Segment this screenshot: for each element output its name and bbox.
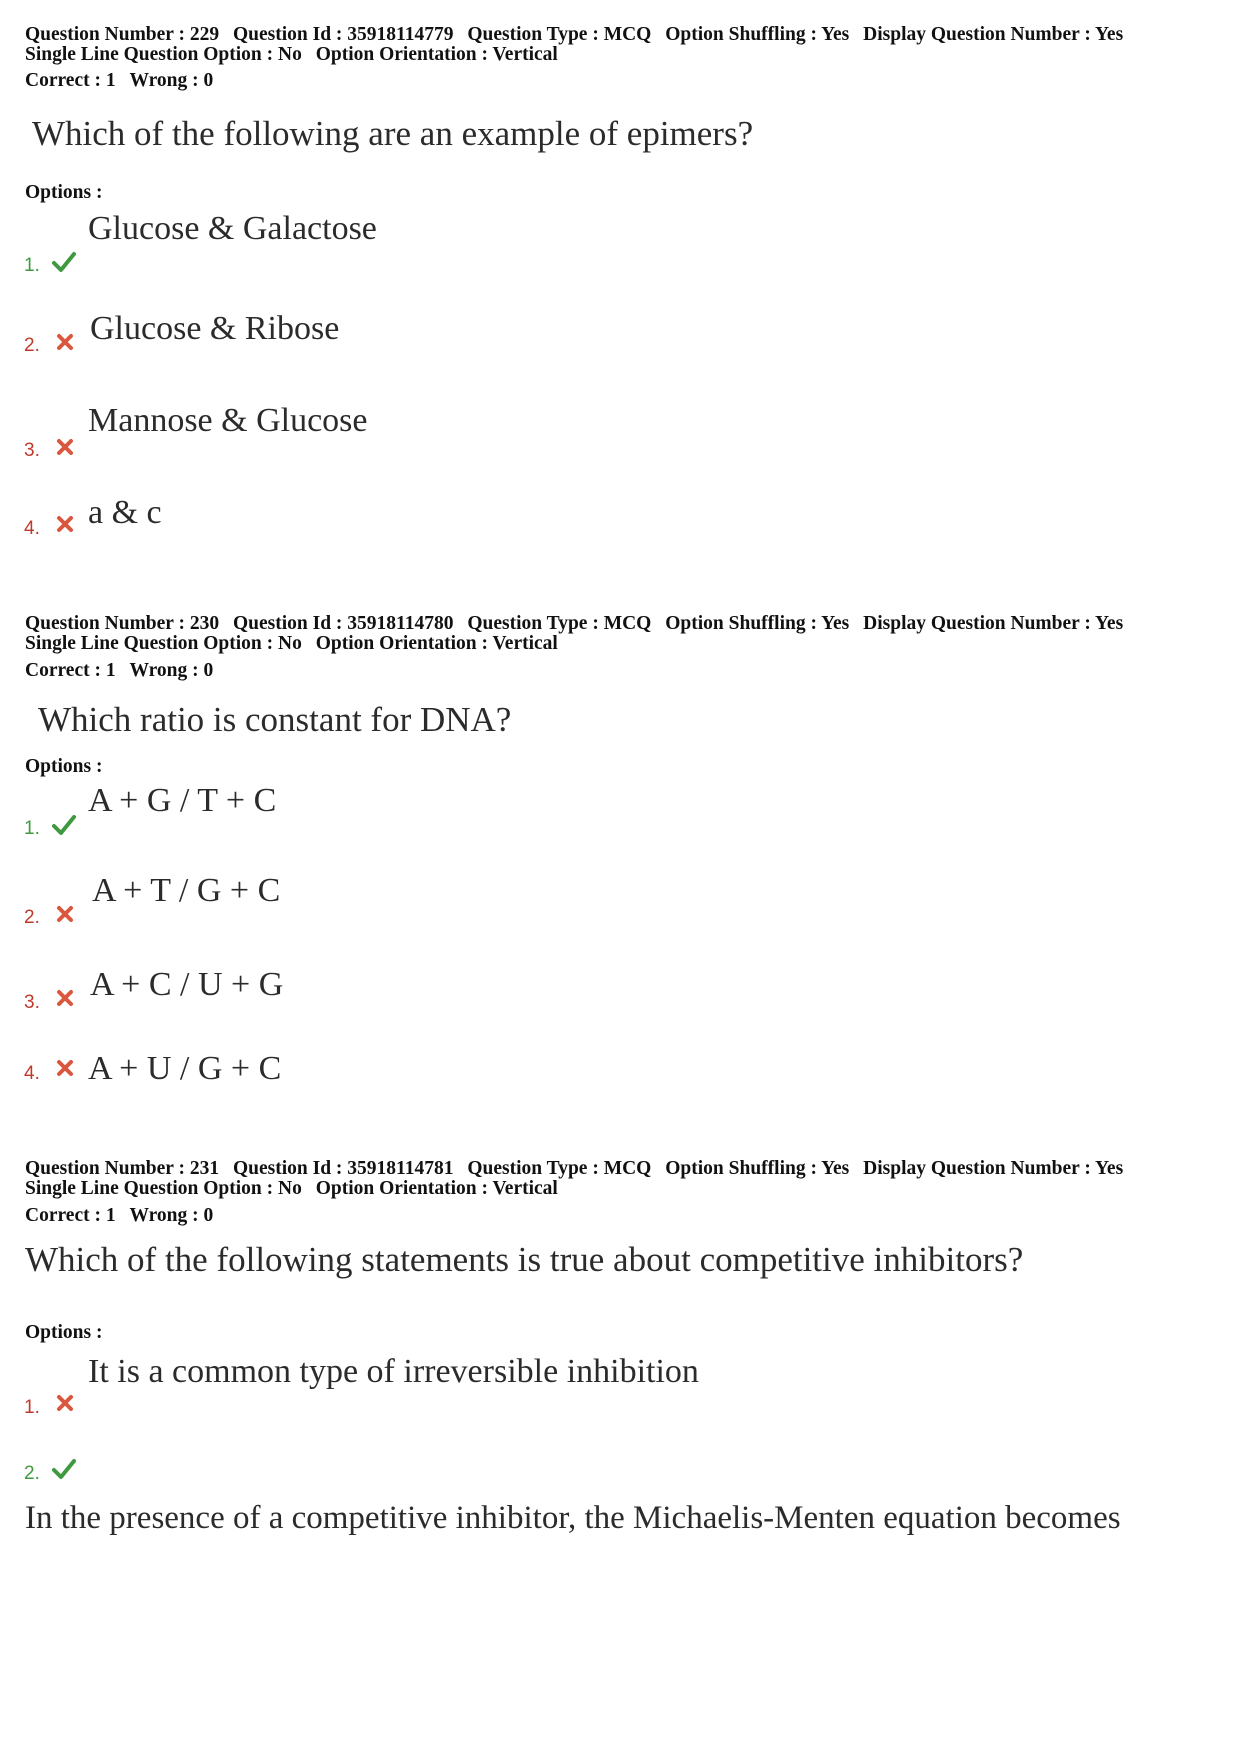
option-text: Mannose & Glucose xyxy=(88,402,368,439)
score-line xyxy=(25,70,213,91)
option-text: In the presence of a competitive inhibitor, the Michaelis-Menten equation becomes xyxy=(25,1500,1121,1536)
cross-mark-icon xyxy=(53,987,77,1009)
option-text: Glucose & Galactose xyxy=(88,210,377,247)
option-number: 3. xyxy=(24,992,40,1013)
question-text: Which ratio is constant for DNA? xyxy=(38,700,512,739)
question-number: Question Number : 231 xyxy=(25,1158,220,1179)
question-meta-line1 xyxy=(25,24,1123,45)
question-meta-line2 xyxy=(25,44,558,65)
option-text: Glucose & Ribose xyxy=(90,310,340,347)
single-line-option: Single Line Question Option : No xyxy=(25,1178,302,1199)
question-text: Which of the following are an example of epimers? xyxy=(32,114,754,153)
display-question-number: Display Question Number : Yes xyxy=(863,1158,1124,1179)
option-text: A + G / T + C xyxy=(88,782,277,819)
option-number: 2. xyxy=(24,907,40,928)
wrong-score: Wrong : 0 xyxy=(129,1205,214,1226)
option-number: 1. xyxy=(24,1397,40,1418)
question-id: Question Id : 35918114781 xyxy=(232,1158,454,1179)
score-line xyxy=(25,1205,213,1226)
correct-score: Correct : 1 xyxy=(25,660,116,681)
option-text: A + C / U + G xyxy=(90,966,284,1003)
question-number: Question Number : 230 xyxy=(25,613,220,634)
cross-mark-icon xyxy=(53,436,77,458)
single-line-option: Single Line Question Option : No xyxy=(25,633,302,654)
option-shuffling: Option Shuffling : Yes xyxy=(665,1158,850,1179)
option-number: 2. xyxy=(24,1463,40,1484)
option-text: A + U / G + C xyxy=(88,1050,282,1087)
cross-mark-icon xyxy=(53,903,77,925)
question-meta-line2 xyxy=(25,633,558,654)
question-meta-line1 xyxy=(25,613,1123,634)
question-number: Question Number : 229 xyxy=(25,24,220,45)
cross-mark-icon xyxy=(53,513,77,535)
correct-score: Correct : 1 xyxy=(25,70,116,91)
check-mark-icon xyxy=(52,251,76,273)
question-meta-line2 xyxy=(25,1178,558,1199)
question-type: Question Type : MCQ xyxy=(467,1158,652,1179)
question-id: Question Id : 35918114779 xyxy=(232,24,454,45)
option-orientation: Option Orientation : Vertical xyxy=(315,633,558,654)
question-type: Question Type : MCQ xyxy=(467,24,652,45)
display-question-number: Display Question Number : Yes xyxy=(863,24,1124,45)
single-line-option: Single Line Question Option : No xyxy=(25,44,302,65)
option-orientation: Option Orientation : Vertical xyxy=(315,1178,558,1199)
question-type: Question Type : MCQ xyxy=(467,613,652,634)
question-id: Question Id : 35918114780 xyxy=(232,613,454,634)
question-meta-line1 xyxy=(25,1158,1123,1179)
options-label: Options : xyxy=(25,182,103,203)
options-label: Options : xyxy=(25,756,103,777)
score-line xyxy=(25,660,213,681)
option-number: 1. xyxy=(24,818,40,839)
question-text: Which of the following statements is true about competitive inhibitors? xyxy=(25,1240,1024,1279)
display-question-number: Display Question Number : Yes xyxy=(863,613,1124,634)
wrong-score: Wrong : 0 xyxy=(129,70,214,91)
check-mark-icon xyxy=(52,814,76,836)
wrong-score: Wrong : 0 xyxy=(129,660,214,681)
option-number: 4. xyxy=(24,1063,40,1084)
option-text: It is a common type of irreversible inhibition xyxy=(88,1353,699,1390)
option-number: 3. xyxy=(24,440,40,461)
cross-mark-icon xyxy=(53,331,77,353)
option-orientation: Option Orientation : Vertical xyxy=(315,44,558,65)
cross-mark-icon xyxy=(53,1392,77,1414)
option-shuffling: Option Shuffling : Yes xyxy=(665,24,850,45)
options-label: Options : xyxy=(25,1322,103,1343)
option-text: a & c xyxy=(88,494,162,531)
option-number: 1. xyxy=(24,255,40,276)
check-mark-icon xyxy=(52,1458,76,1480)
correct-score: Correct : 1 xyxy=(25,1205,116,1226)
option-number: 4. xyxy=(24,518,40,539)
option-shuffling: Option Shuffling : Yes xyxy=(665,613,850,634)
cross-mark-icon xyxy=(53,1057,77,1079)
option-text: A + T / G + C xyxy=(92,872,281,909)
option-number: 2. xyxy=(24,335,40,356)
